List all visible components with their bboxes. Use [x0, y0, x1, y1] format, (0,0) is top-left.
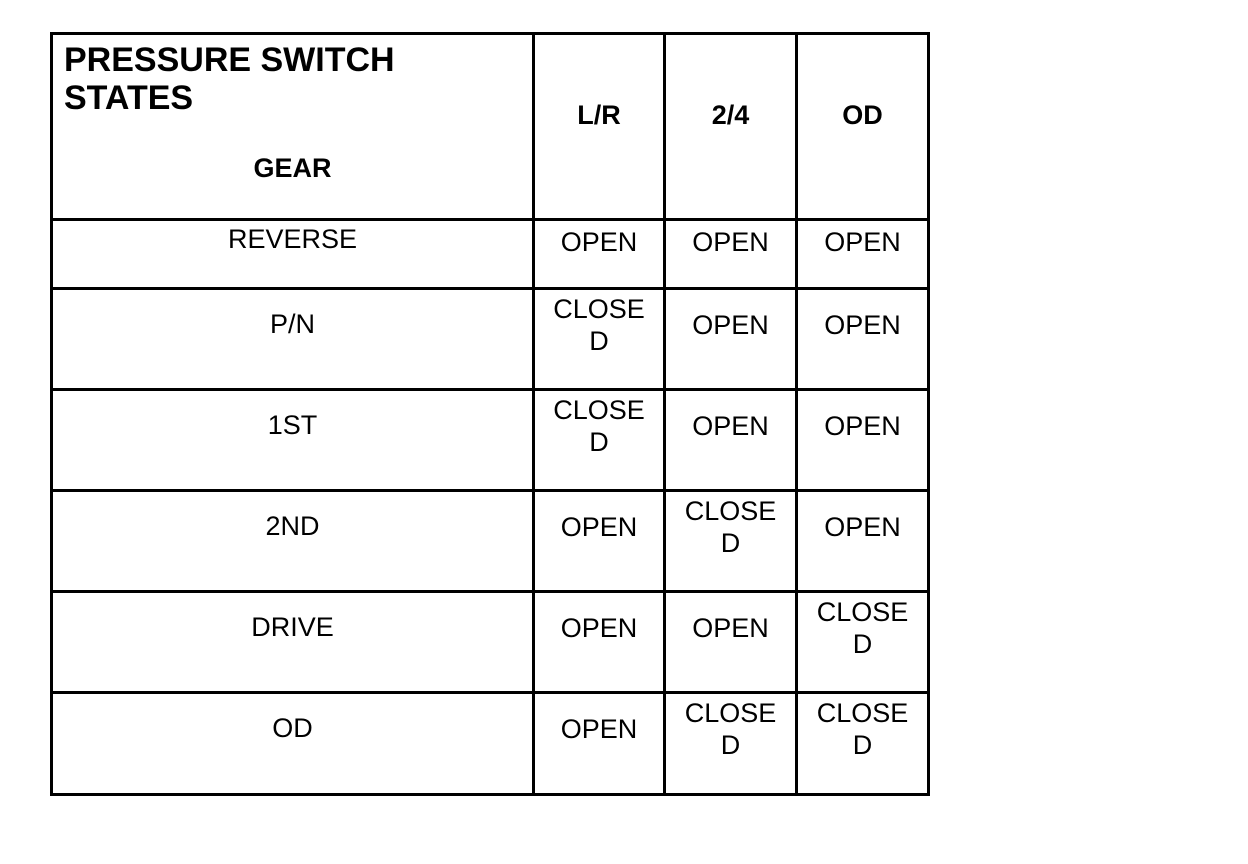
- switch-state: CLOSE D: [553, 395, 645, 457]
- table-cell: [798, 593, 927, 694]
- column-header-24: 2/4: [666, 35, 798, 221]
- switch-state: OPEN: [692, 227, 769, 257]
- table-row-gear: [53, 694, 535, 793]
- switch-state: CLOSE D: [816, 698, 909, 760]
- switch-state: OPEN: [692, 411, 769, 441]
- table-cell: [666, 694, 798, 793]
- row-header-gear: GEAR: [253, 153, 332, 183]
- table-row-gear: [53, 391, 535, 492]
- switch-state: OPEN: [824, 512, 901, 542]
- table-cell: [535, 221, 666, 290]
- gear-label: P/N: [269, 309, 315, 339]
- table-title: PRESSURE SWITCH STATES: [64, 41, 395, 117]
- table-cell: [666, 593, 798, 694]
- table-row-gear: [53, 492, 535, 593]
- table-cell: [666, 391, 798, 492]
- column-header-od: OD: [798, 35, 927, 221]
- table-cell: [535, 290, 666, 391]
- gear-label: OD: [272, 713, 313, 743]
- pressure-switch-table: [50, 32, 930, 796]
- switch-state: OPEN: [824, 310, 901, 340]
- switch-state: OPEN: [692, 613, 769, 643]
- gear-label: 1ST: [267, 410, 318, 440]
- table-cell: [535, 694, 666, 793]
- table-cell: [798, 694, 927, 793]
- switch-state: OPEN: [824, 227, 901, 257]
- table-cell: [535, 391, 666, 492]
- table-row-gear: [53, 221, 535, 290]
- switch-state: CLOSE D: [816, 597, 909, 659]
- table-cell: [666, 492, 798, 593]
- switch-state: CLOSE D: [684, 496, 777, 558]
- table-cell: [798, 290, 927, 391]
- gear-label: 2ND: [265, 511, 320, 541]
- table-cell: [535, 492, 666, 593]
- switch-state: OPEN: [560, 227, 638, 257]
- table-cell: [798, 391, 927, 492]
- switch-state: CLOSE D: [684, 698, 777, 760]
- switch-state: OPEN: [824, 411, 901, 441]
- switch-state: OPEN: [692, 310, 769, 340]
- table-row-gear: [53, 593, 535, 694]
- gear-label: DRIVE: [251, 612, 334, 642]
- column-header-lr: L/R: [535, 35, 666, 221]
- table-row-gear: [53, 290, 535, 391]
- table-cell: [798, 221, 927, 290]
- table-cell: [798, 492, 927, 593]
- table-cell: [666, 221, 798, 290]
- switch-state: OPEN: [560, 613, 638, 643]
- switch-state: OPEN: [560, 714, 638, 744]
- gear-label: REVERSE: [227, 224, 358, 254]
- table-title-cell: [53, 35, 535, 221]
- switch-state: CLOSE D: [553, 294, 645, 356]
- switch-state: OPEN: [560, 512, 638, 542]
- table-cell: [535, 593, 666, 694]
- table-cell: [666, 290, 798, 391]
